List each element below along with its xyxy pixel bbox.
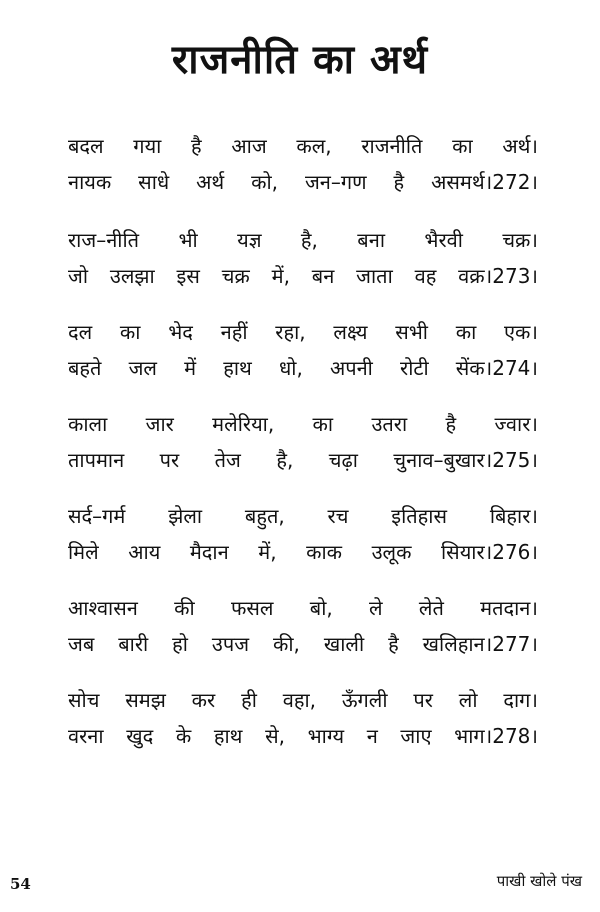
couplet-line: बहते जल में हाथ धो, अपनी रोटी सेंक।274। bbox=[68, 356, 538, 380]
page-number: 54 bbox=[10, 875, 31, 893]
couplet-line: सर्द–गर्म झेला बहुत, रच इतिहास बिहार। bbox=[68, 504, 538, 528]
running-footer-book-title: पाखी खोले पंख bbox=[496, 872, 582, 890]
couplet-272 bbox=[68, 128, 538, 200]
couplet-275 bbox=[68, 406, 538, 478]
poem-body bbox=[68, 128, 538, 774]
couplet-line: तापमान पर तेज है, चढ़ा चुनाव–बुखार।275। bbox=[68, 448, 538, 472]
couplet-274 bbox=[68, 314, 538, 386]
couplet-line: आश्वासन की फसल बो, ले लेते मतदान। bbox=[68, 596, 538, 620]
couplet-278 bbox=[68, 682, 538, 754]
couplet-line: वरना खुद के हाथ से, भाग्य न जाए भाग।278। bbox=[68, 724, 538, 748]
couplet-line: दल का भेद नहीं रहा, लक्ष्य सभी का एक। bbox=[68, 320, 538, 344]
couplet-273 bbox=[68, 222, 538, 294]
poem-title: राजनीति का अर्थ bbox=[171, 37, 429, 83]
couplet-line: जब बारी हो उपज की, खाली है खलिहान।277। bbox=[68, 632, 538, 656]
couplet-line: मिले आय मैदान में, काक उलूक सियार।276। bbox=[68, 540, 538, 564]
couplet-line: बदल गया है आज कल, राजनीति का अर्थ। bbox=[68, 134, 538, 158]
couplet-line: जो उलझा इस चक्र में, बन जाता वह वक्र।273। bbox=[68, 264, 538, 288]
couplet-277 bbox=[68, 590, 538, 662]
couplet-line: राज–नीति भी यज्ञ है, बना भैरवी चक्र। bbox=[68, 228, 538, 252]
couplet-line: नायक साधे अर्थ को, जन–गण है असमर्थ।272। bbox=[68, 170, 538, 194]
couplet-276 bbox=[68, 498, 538, 570]
couplet-line: सोच समझ कर ही वहा, ऊँगली पर लो दाग। bbox=[68, 688, 538, 712]
couplet-line: काला जार मलेरिया, का उतरा है ज्वार। bbox=[68, 412, 538, 436]
